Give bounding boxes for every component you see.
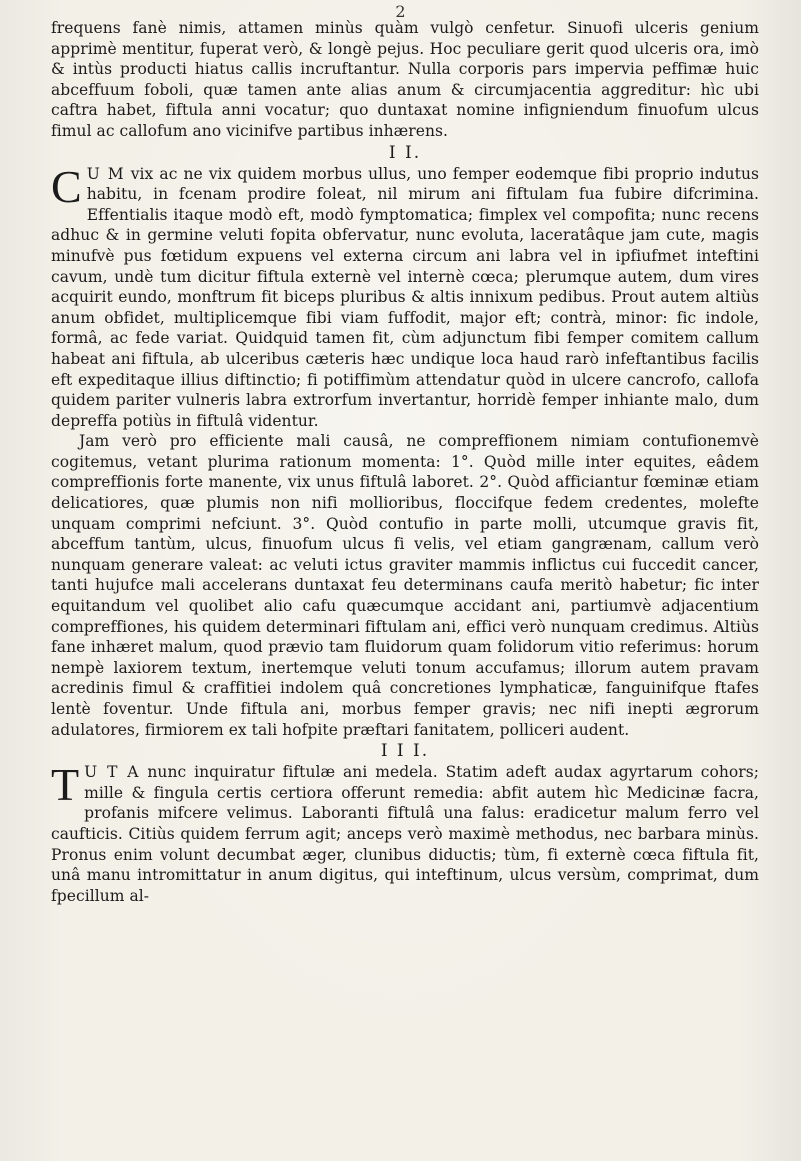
section-3-paragraph-1	[51, 759, 760, 906]
page-number: 2	[395, 2, 406, 21]
section-2-paragraph-2: Jam verò pro efficiente mali causâ, ne compreffionem nimiam contufionemvè cogitemus, vetant plurima rationum momenta: 1°. Quòd mille inter equites, eâdem compreffionis forte manente, vix unus fiftulâ laboret. 2°. Quòd afficiantur fœminæ etiam delicatiores, quæ plumis non nifi mollioribus, floccifque fedem credentes, molefte unquam comprimi nefciunt. 3°. Quòd contufio in parte molli, utcumque gravis fit, abceffum tantùm, ulcus, finuofum ulcus fi velis, vel etiam gangrænam, callum verò nunquam generare valeat: ac veluti ictus graviter mammis inflictus cui fuccedit cancer, tanti hujufce mali accelerans duntaxat feu determinans caufa meritò habetur; fic inter equitandum vel quolibet alio cafu quæcumque accidant ani, partiumvè adjacentium compreffiones, his quidem determinari fiftulam ani, effici verò nunquam credimus. Altiùs fane inhæret malum, quod prævio tam fluidorum quam folidorum vitio referimus: horum nempè laxiorem textum, inertemque veluti tonum accufamus; illorum autem pravam acredinis fimul & craffitiei indolem quâ concretiones lymphaticæ, fanguinifque ftafes lentè foventur. Unde fiftula ani, morbus femper gravis; nec nifi inepti ægrorum adulatores, firmiorem ex tali hofpite præftari fanitatem, polliceri audent.	[51, 432, 759, 739]
section-2-paragraph-1	[51, 160, 759, 432]
section-heading-3: I I I.	[380, 741, 430, 762]
intro-paragraph: frequens fanè nimis, attamen minùs quàm vulgò cenfetur. Sinuofi ulceris genium apprimè mentitur, fuperat verò, & longè pejus. Hoc peculiare gerit quod ulceris ora, imò & intùs producti hiatus callis incruftantur. Nulla corporis pars impervia peffimæ huic abceffuum foboli, quæ tamen ante alias anum & circumjacentia aggreditur: hìc ubi caftra habet, fiftula anni vocatur; quo duntaxat nomine infigniendum finuofum ulcus fimul ac callofum ano vicinifve partibus inhærens.	[51, 19, 759, 140]
section-3-text-1: nunc inquiratur fiftulæ ani medela. Statim adeft audax agyrtarum cohors; mille & fingula certis certiora offerunt remedia: abfit autem hìc Medicinæ facra, profanis mifcere velimus. Laboranti fiftulâ una falus: eradicetur malum ferro vel caufticis. Citiùs quidem ferrum agit; anceps verò maximè methodus, nec barbara minùs. Pronus enim volunt decumbat æger, clunibus diductis; tùm, fi externè cœca fiftula fit, unâ manu intromittatur in anum digitus, qui inteftinum, ulcus versùm, comprimat, dum fpecillum al-	[51, 763, 760, 905]
section-heading-2: I I.	[388, 142, 422, 163]
dropcap-t: T	[51, 759, 80, 811]
dropcap-c: C	[51, 160, 82, 212]
section-2-lead: U M	[86, 164, 125, 183]
section-3-lead: U T A	[84, 763, 140, 782]
body-text	[51, 18, 759, 906]
section-2-text-1: vix ac ne vix quidem morbus ullus, uno femper eodemque fibi proprio indutus habitu, in fcenam prodire foleat, nil mirum ani fiftulam fua fubire difcrimina. Effentialis itaque modò eft, modò fymptomatica; fimplex vel compofita; nunc recens adhuc & in germine veluti fopita obfervatur, nunc evoluta, laceratâque jam cute, magis minufvè pus fœtidum expuens vel externa circum ani labra vel in ipfiufmet inteftini cavum, undè tum dicitur fiftula externè vel internè cœca; plerumque autem, dum vires acquirit eundo, monftrum fit biceps pluribus & altis innixum pedibus. Prout autem altiùs anum obfidet, multiplicemque fibi viam fuffodit, major eft; contrà, minor: fic indole, formâ, ac fede variat. Quidquid tamen fit, cùm adjunctum fibi femper comitem callum habeat ani fiftula, ab ulceribus cæteris hæc undique loca haud rarò infeftantibus facilis eft expeditaque illius diftinctio; fi potiffimùm attendatur quòd in ulcere cancrofo, callofa quidem pariter vulneris labra extrorfum invertantur, horridè femper inhiante malo, dum depreffa potiùs in fiftulâ videntur.	[51, 164, 759, 430]
